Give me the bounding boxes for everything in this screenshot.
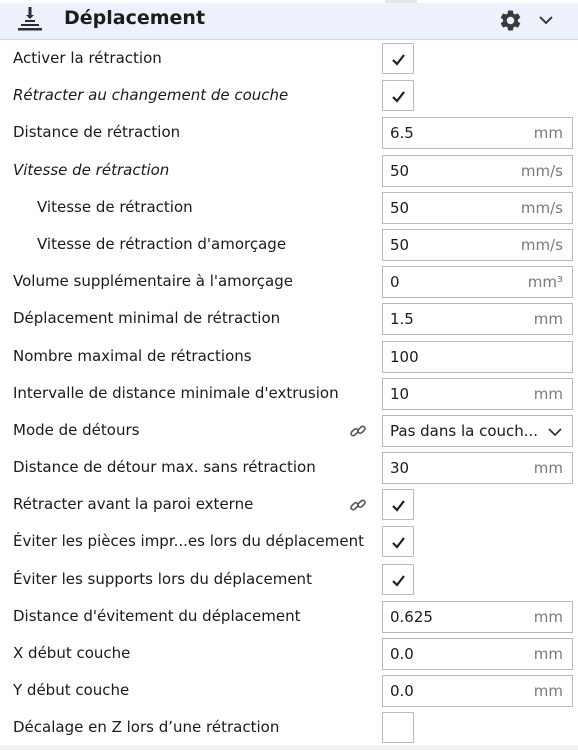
setting-label: Décalage en Z lors d’une rétraction <box>13 718 280 737</box>
setting-unit: mm <box>533 682 563 701</box>
setting-label: Nombre maximal de rétractions <box>13 346 252 365</box>
setting-dropdown[interactable] <box>382 415 573 447</box>
setting-label: Éviter les supports lors du déplacement <box>13 569 312 588</box>
setting-row <box>0 338 578 375</box>
checkmark-icon <box>391 52 406 67</box>
setting-unit: mm/s <box>520 161 563 180</box>
setting-value: 10 <box>390 384 410 403</box>
setting-input[interactable] <box>382 192 573 224</box>
setting-label: Distance de détour max. sans rétraction <box>13 458 316 477</box>
setting-label: Mode de détours <box>13 420 140 439</box>
setting-label: Rétracter au changement de couche <box>13 86 289 105</box>
setting-value: 0 <box>390 273 400 292</box>
setting-value: 6.5 <box>390 124 414 143</box>
setting-row <box>0 561 578 598</box>
setting-input[interactable] <box>382 155 573 187</box>
category-header[interactable] <box>0 3 578 40</box>
setting-row <box>0 300 578 337</box>
setting-value: 0.0 <box>390 645 414 663</box>
setting-input[interactable] <box>382 638 573 670</box>
setting-row <box>0 189 578 226</box>
setting-label: Éviter les pièces impr...es lors du déplacement <box>13 532 364 551</box>
panel-footer-edge <box>0 745 578 750</box>
setting-unit: mm³ <box>527 273 563 292</box>
setting-value: 50 <box>390 161 410 180</box>
setting-row <box>0 114 578 151</box>
checkmark-icon <box>391 89 406 104</box>
setting-label: Vitesse de rétraction d'amorçage <box>37 234 287 253</box>
setting-unit: mm <box>533 384 563 403</box>
gear-icon[interactable] <box>498 8 523 33</box>
setting-input[interactable] <box>382 266 573 298</box>
setting-label: Distance de rétraction <box>13 123 181 142</box>
setting-row <box>0 263 578 300</box>
setting-label: Y début couche <box>13 681 130 700</box>
setting-unit: mm <box>533 459 563 478</box>
setting-label: Intervalle de distance minimale d'extrusion <box>13 383 339 402</box>
setting-value: 50 <box>390 235 410 254</box>
setting-checkbox[interactable] <box>382 564 414 595</box>
setting-row <box>0 598 578 635</box>
setting-label: Activer la rétraction <box>13 49 162 67</box>
setting-value: Pas dans la couch... <box>390 421 539 440</box>
setting-input[interactable] <box>382 675 573 707</box>
setting-label: Rétracter avant la paroi externe <box>13 495 254 514</box>
chevron-down-icon[interactable] <box>537 11 555 29</box>
setting-value: 30 <box>390 459 410 478</box>
setting-value: 1.5 <box>390 310 414 329</box>
setting-unit: mm <box>533 645 563 663</box>
setting-row <box>0 635 578 672</box>
setting-input[interactable] <box>382 229 573 261</box>
setting-row <box>0 449 578 486</box>
setting-label: Vitesse de rétraction <box>13 160 170 179</box>
setting-row <box>0 77 578 114</box>
setting-unit: mm/s <box>520 235 563 254</box>
setting-checkbox[interactable] <box>382 80 414 111</box>
setting-unit: mm <box>533 310 563 329</box>
setting-row <box>0 375 578 412</box>
setting-row <box>0 40 578 77</box>
link-icon[interactable] <box>349 422 367 440</box>
setting-value: 0.625 <box>390 607 433 626</box>
setting-row <box>0 672 578 709</box>
setting-unit: mm <box>533 124 563 143</box>
category-title: Déplacement <box>64 7 206 29</box>
setting-checkbox[interactable] <box>382 489 414 520</box>
dropdown-arrow-icon <box>547 424 563 440</box>
checkmark-icon <box>391 498 406 513</box>
checkmark-icon <box>391 573 406 588</box>
checkmark-icon <box>391 535 406 550</box>
setting-input[interactable] <box>382 117 573 149</box>
setting-row <box>0 709 578 746</box>
setting-input[interactable] <box>382 303 573 335</box>
setting-checkbox[interactable] <box>382 43 414 74</box>
setting-label: Distance d'évitement du déplacement <box>13 606 301 625</box>
setting-label: Volume supplémentaire à l'amorçage <box>13 272 293 291</box>
setting-value: 100 <box>390 347 419 366</box>
setting-label: Déplacement minimal de rétraction <box>13 309 281 328</box>
setting-checkbox[interactable] <box>382 712 414 743</box>
setting-row <box>0 226 578 263</box>
link-icon[interactable] <box>349 496 367 514</box>
setting-row <box>0 152 578 189</box>
settings-list <box>0 40 578 747</box>
setting-input[interactable] <box>382 452 573 484</box>
setting-checkbox[interactable] <box>382 526 414 557</box>
setting-input[interactable] <box>382 341 573 373</box>
travel-icon <box>17 6 43 32</box>
setting-unit: mm <box>533 607 563 626</box>
setting-value: 50 <box>390 198 410 217</box>
setting-input[interactable] <box>382 601 573 633</box>
setting-row <box>0 412 578 449</box>
setting-row <box>0 523 578 560</box>
setting-unit: mm/s <box>520 198 563 217</box>
setting-row <box>0 486 578 523</box>
setting-label: X début couche <box>13 644 131 662</box>
setting-input[interactable] <box>382 378 573 410</box>
setting-label: Vitesse de rétraction <box>37 197 193 216</box>
setting-value: 0.0 <box>390 682 414 701</box>
